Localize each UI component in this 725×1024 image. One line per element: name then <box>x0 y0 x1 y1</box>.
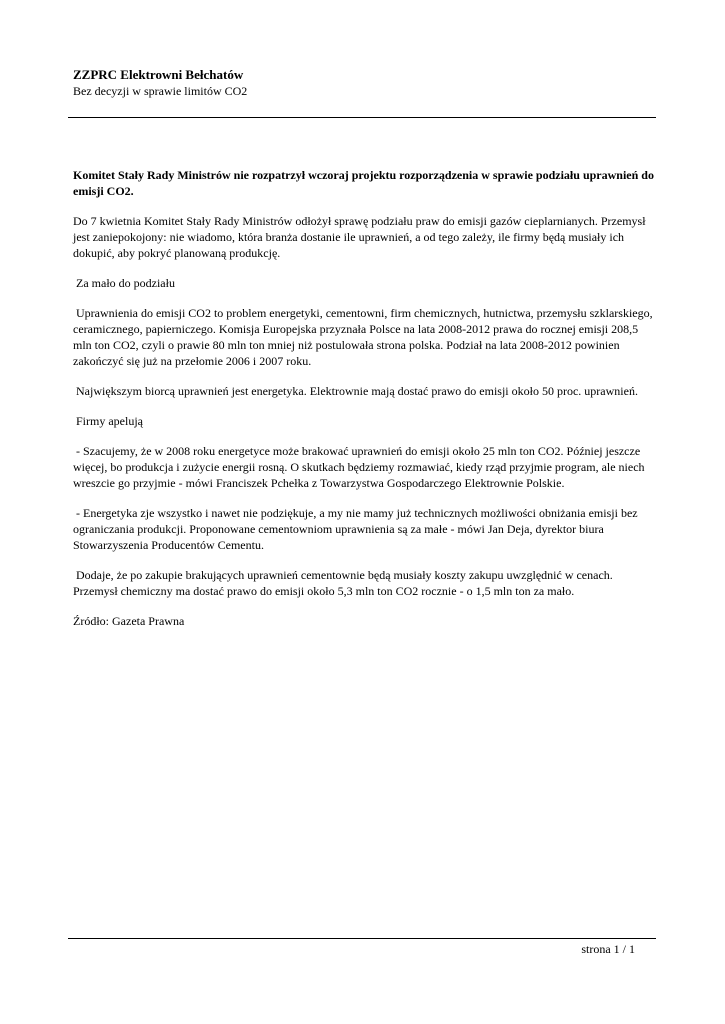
page-number: strona 1 / 1 <box>581 942 635 956</box>
section-heading: Firmy apelują <box>73 414 143 428</box>
article-body <box>73 167 655 643</box>
article-paragraph: Największym biorcą uprawnień jest energetyka. Elektrownie mają dostać prawo do emisji około 50 proc. uprawnień. <box>73 384 638 398</box>
source-line: Źródło: Gazeta Prawna <box>73 614 185 628</box>
header-subtitle: Bez decyzji w sprawie limitów CO2 <box>73 84 248 98</box>
article-paragraph: Uprawnienia do emisji CO2 to problem energetyki, cementowni, firm chemicznych, hutnictwa, przemysłu szklarskiego, ceramicznego, papierniczego. Komisja Europejska przyznała Polsce na lata 2008-2012 prawa do rocznej emisji 208,5 mln ton CO2, czyli o prawie 80 mln ton mniej niż postulowała strona polska. Podział na lata 2008-2012 powinien zakończyć się już na przełomie 2006 i 2007 roku. <box>73 306 656 368</box>
header-title: ZZPRC Elektrowni Bełchatów <box>73 67 244 82</box>
article-paragraph: Do 7 kwietnia Komitet Stały Rady Ministrów odłożył sprawę podziału praw do emisji gazów cieplarnianych. Przemysł jest zaniepokojony: nie wiadomo, która branża dostanie ile uprawnień, a od tego zależy, ile firmy będą musiały ich dokupić, aby pokryć planowaną produkcję. <box>73 214 649 260</box>
header-divider <box>68 117 656 118</box>
footer-divider <box>68 938 656 939</box>
article-lead: Komitet Stały Rady Ministrów nie rozpatrzył wczoraj projektu rozporządzenia w sprawie podziału uprawnień do emisji CO2. <box>73 168 657 198</box>
section-heading: Za mało do podziału <box>73 276 175 290</box>
article-paragraph: - Szacujemy, że w 2008 roku energetyce może brakować uprawnień do emisji około 25 mln ton CO2. Później jeszcze więcej, bo produkcja i zużycie energii rosną. O skutkach będziemy rozmawiać, kiedy rząd przyjmie program, ale niech wreszcie go przyjmie - mówi Franciszek Pchełka z Towarzystwa Gospodarczego Elektrownie Polskie. <box>73 444 648 490</box>
article-paragraph: Dodaje, że po zakupie brakujących uprawnień cementownie będą musiały koszty zakupu uwzględnić w cenach. Przemysł chemiczny ma dostać prawo do emisji około 5,3 mln ton CO2 rocznie - o 1,5 mln ton za mało. <box>73 568 616 598</box>
article-paragraph: - Energetyka zje wszystko i nawet nie podziękuje, a my nie mamy już technicznych możliwości obniżania emisji bez ograniczania produkcji. Proponowane cementowniom uprawnienia są za małe - mówi Jan Deja, dyrektor biura Stowarzyszenia Producentów Cementu. <box>73 506 641 552</box>
